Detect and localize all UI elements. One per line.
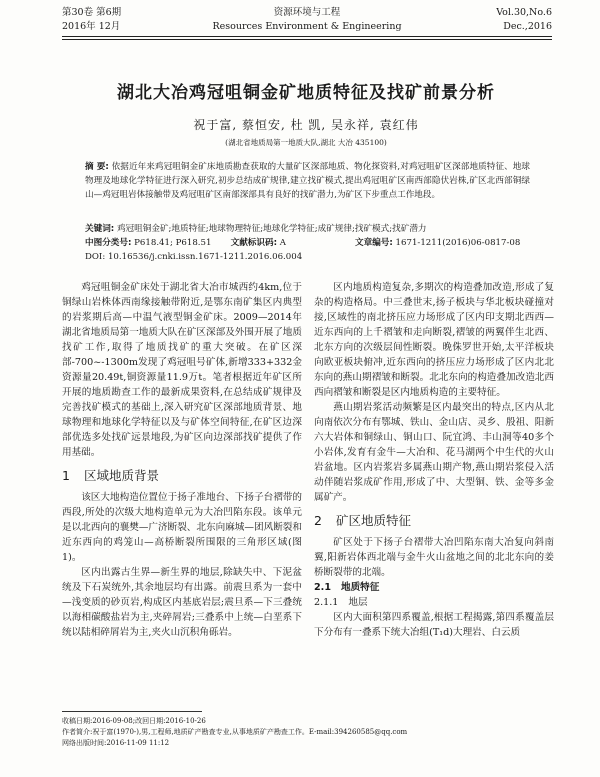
header-date: 2016年 12月	[62, 21, 121, 32]
header-journal-cn: 资源环境与工程	[273, 7, 341, 18]
footnote-rule	[62, 711, 202, 712]
footnote-received: 收稿日期:2016-09-08;改回日期:2016-10-26	[62, 717, 206, 725]
section-2-1-1-number: 2.1.1	[314, 597, 339, 608]
article-id-value: 1671-1211(2016)06-0817-08	[395, 238, 521, 248]
abstract-text: 依据近年来鸡冠咀铜金矿床地质勘查获取的大量矿区深部地质、物化探资料,对鸡冠咀矿区深部地质特征、地球物理及地球化学特征进行深入研究,初步总结成矿规律,建立找矿模式,提出鸡冠咀矿区南西部隐伏岩株,矿区北西部铜绿山—鸡冠咀岩体接触带及鸡冠咀矿区南部深部具有良好的找矿潜力,为矿区下步重点工作地段。	[85, 162, 531, 200]
magmatism-paragraph: 燕山期岩浆活动频繁是区内最突出的特点,区内从北向南依次分布有鄂城、铁山、金山店、灵乡、殷祖、阳新六大岩体和铜绿山、铜山口、阮宜鸿、丰山洞等40多个小岩体,发育有金牛—大冶和、花马湖两个中生代的火山岩盆地。区内岩浆岩多属燕山期产物,燕山期岩浆侵入活动伴随岩浆成矿作用,形成了中、大型铜、铁、金等多金属矿产。	[314, 402, 554, 503]
section-2-1-1-title: 地层	[348, 597, 368, 608]
section-2-1-1-heading	[314, 595, 554, 610]
affiliation: (湖北省地质局第一地质大队,湖北 大冶 435100)	[225, 138, 387, 147]
paper-title: 湖北大冶鸡冠咀铜金矿地质特征及找矿前景分析	[117, 83, 495, 103]
keywords	[85, 222, 530, 236]
section-2-1-1-paragraph: 区内大面积第四系覆盖,根据工程揭露,第四系覆盖层下分布有一叠系下统大冶组(T₁d)大理岩、白云质	[314, 612, 554, 638]
clc-code	[85, 236, 286, 250]
footnote-online: 网络出版时间:2016-11-09 11:12	[62, 739, 170, 747]
abstract	[85, 160, 530, 202]
article-id	[355, 236, 520, 250]
section-1-paragraph-1: 该区大地构造位置位于扬子准地台、下扬子台褶带的西段,所处的次级大地构造单元为大冶凹陷东段。该单元是以北西向的襄樊—广济断裂、北东向麻城—团风断裂和近东西向的鸡笼山—高桥断裂所围限的三角形区域(图1)。	[62, 492, 302, 563]
left-column	[62, 280, 302, 640]
journal-header	[62, 6, 552, 44]
section-2-1-number: 2.1	[314, 582, 331, 593]
section-2-number: 2	[314, 513, 322, 528]
doi-value: 10.16536/j.cnki.issn.1671-1211.2016.06.004	[107, 252, 303, 262]
clc-value: P618.41; P618.51	[134, 238, 212, 248]
section-2-paragraph-1: 矿区处于下扬子台褶带大冶凹陷东南大冶复向斜南翼,阳新岩体西北端与金牛火山盆地之间的北北东向的姜桥断裂带的北端。	[314, 537, 554, 578]
right-column	[314, 280, 554, 640]
keywords-label: 关键词:	[85, 224, 115, 234]
section-2-1-title: 地质特征	[341, 582, 380, 593]
doi	[85, 250, 302, 264]
doi-label: DOI:	[85, 252, 106, 262]
section-2-1-heading	[314, 580, 554, 595]
header-rule-thick	[62, 36, 552, 37]
section-1-heading	[62, 468, 302, 484]
header-volume-en	[496, 6, 552, 34]
clc-label: 中图分类号:	[85, 238, 132, 248]
header-vol-no: Vol.30,No.6	[496, 7, 552, 18]
tectonics-paragraph: 区内地质构造复杂,多期次的构造叠加改造,形成了复杂的构造格局。中三叠世末,扬子板块与华北板块碰撞对接,区域性的南北挤压应力场形成了区内印支期北西西—近东西向的上千褶皱和走向断裂,褶皱的两翼伴生北西、北东方向的次级层间性断裂。晚侏罗世开始,太平洋板块向欧亚板块俯冲,近东西向的挤压应力场形成了区内北北东向的燕山期褶皱和断裂。北北东向的构造叠加改造北西西向褶皱和断裂是区内地质构造的主要特征。	[314, 282, 554, 398]
doc-code-label: 文献标识码:	[230, 238, 278, 248]
article-id-label: 文章编号:	[355, 238, 393, 248]
section-1-number: 1	[62, 468, 70, 483]
doc-code-value: A	[279, 238, 286, 248]
section-2-heading	[314, 513, 554, 529]
header-journal-name	[62, 6, 552, 34]
footnotes	[62, 716, 552, 749]
header-month-year: Dec.,2016	[503, 21, 552, 32]
abstract-label: 摘 要:	[85, 162, 109, 172]
header-volume-issue: 第30卷 第6期	[62, 7, 122, 18]
intro-paragraph: 鸡冠咀铜金矿床处于湖北省大冶市城西约4km,位于铜绿山岩株体西南缘接触带附近,是鄂东南矿集区内典型的岩浆期后高—中温气液型铜金矿床。2009—2014年湖北省地质局第一地质大队在矿区深部及外围开展了地质找矿工作,取得了地质找矿的重大突破。在矿区深部-700~-1300m发现了鸡冠咀号矿体,新增333+332金资源量20.49t,铜资源量11.9万t。笔者根据近年矿区所开展的地质勘查工作的最新成果资料,在总结成矿规律及完善找矿模式的基础上,深入研究矿区深部地质背景、地球物理和地球化学特征以及与矿体空间特征,在矿区边深部优选多处找矿远景地段,为矿区向边深部找矿提供了作用基础。	[62, 282, 302, 458]
author-list: 祝于富, 蔡恒安, 杜 凯, 吴永祥, 袁红伟	[193, 118, 419, 132]
section-1-paragraph-2: 区内出露古生界—新生界的地层,除缺失中、下泥盆统及下石炭统外,其余地层均有出露。前震旦系为一套中—浅变质的砂页岩,构成区内基底岩层;震旦系—下三叠统以海相碳酸盐岩为主,夹碎屑岩;三叠系中上统—白垩系下统以陆相碎屑岩为主,夹火山沉积角砾岩。	[62, 567, 302, 638]
footnote-author-bio: 作者简介:祝于富(1970-),男,工程师,地质矿产勘查专业,从事地质矿产勘查工作。E-mail:394260585@qq.com	[62, 728, 408, 736]
header-journal-en: Resources Environment & Engineering	[212, 21, 402, 32]
section-2-title: 矿区地质特征	[335, 513, 411, 528]
keywords-text: 鸡冠咀铜金矿;地质特征;地球物理特征;地球化学特征;成矿规律;找矿模式;找矿潜力	[116, 224, 427, 234]
section-1-title: 区域地质背景	[83, 468, 159, 483]
header-rule-thin	[62, 39, 552, 40]
